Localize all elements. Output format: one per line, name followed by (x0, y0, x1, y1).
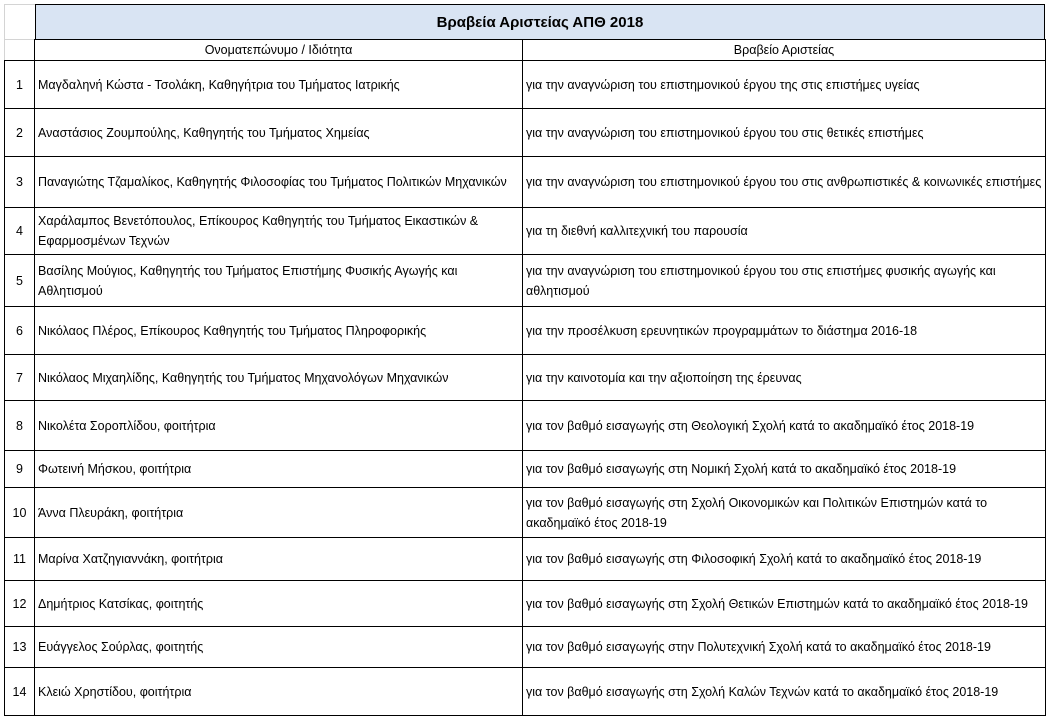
table-row (5, 208, 1046, 255)
header-award[interactable]: Βραβείο Αριστείας (523, 40, 1046, 61)
row-number-cell[interactable]: 12 (5, 581, 35, 627)
row-number-cell[interactable]: 14 (5, 668, 35, 716)
award-cell[interactable]: για τον βαθμό εισαγωγής στην Πολυτεχνική Σχολή κατά το ακαδημαϊκό έτος 2018-19 (523, 627, 1046, 668)
table-row (5, 109, 1046, 157)
award-cell[interactable]: για την αναγνώριση του επιστημονικού έργου του στις ανθρωπιστικές & κοινωνικές επιστήμες (523, 157, 1046, 208)
award-cell[interactable]: για την αναγνώριση του επιστημονικού έργου της στις επιστήμες υγείας (523, 61, 1046, 109)
award-cell[interactable]: για την καινοτομία και την αξιοποίηση της έρευνας (523, 355, 1046, 401)
row-number-cell[interactable]: 10 (5, 488, 35, 538)
sheet-title[interactable]: Βραβεία Αριστείας ΑΠΘ 2018 (35, 4, 1045, 39)
table-row (5, 668, 1046, 716)
title-row (4, 4, 1045, 39)
row-number-cell[interactable]: 3 (5, 157, 35, 208)
name-cell[interactable]: Άννα Πλευράκη, φοιτήτρια (35, 488, 523, 538)
table-row (5, 307, 1046, 355)
row-number-cell[interactable]: 8 (5, 401, 35, 451)
award-cell[interactable]: για τον βαθμό εισαγωγής στη Θεολογική Σχολή κατά το ακαδημαϊκό έτος 2018-19 (523, 401, 1046, 451)
row-number-cell[interactable]: 4 (5, 208, 35, 255)
corner-blank-cell[interactable] (4, 4, 35, 39)
name-cell[interactable]: Ευάγγελος Σούρλας, φοιτητής (35, 627, 523, 668)
award-cell[interactable]: για την αναγνώριση του επιστημονικού έργου του στις επιστήμες φυσικής αγωγής και αθλητισμού (523, 255, 1046, 307)
name-cell[interactable]: Μαρίνα Χατζηγιαννάκη, φοιτήτρια (35, 538, 523, 581)
award-cell[interactable]: για τον βαθμό εισαγωγής στη Σχολή Θετικών Επιστημών κατά το ακαδημαϊκό έτος 2018-19 (523, 581, 1046, 627)
table-row (5, 255, 1046, 307)
award-cell[interactable]: για τη διεθνή καλλιτεχνική του παρουσία (523, 208, 1046, 255)
table-row (5, 401, 1046, 451)
name-cell[interactable]: Αναστάσιος Ζουμπούλης, Καθηγητής του Τμήματος Χημείας (35, 109, 523, 157)
name-cell[interactable]: Κλειώ Χρηστίδου, φοιτήτρια (35, 668, 523, 716)
awards-table (4, 39, 1046, 716)
header-blank-cell[interactable] (5, 40, 35, 61)
table-row (5, 157, 1046, 208)
row-number-cell[interactable]: 5 (5, 255, 35, 307)
table-row (5, 627, 1046, 668)
table-row (5, 488, 1046, 538)
row-number-cell[interactable]: 13 (5, 627, 35, 668)
table-row (5, 451, 1046, 488)
row-number-cell[interactable]: 2 (5, 109, 35, 157)
table-row (5, 538, 1046, 581)
spreadsheet (4, 4, 1045, 716)
award-cell[interactable]: για τον βαθμό εισαγωγής στη Φιλοσοφική Σχολή κατά το ακαδημαϊκό έτος 2018-19 (523, 538, 1046, 581)
name-cell[interactable]: Φωτεινή Μήσκου, φοιτήτρια (35, 451, 523, 488)
table-row (5, 61, 1046, 109)
name-cell[interactable]: Νικόλαος Πλέρος, Επίκουρος Καθηγητής του Τμήματος Πληροφορικής (35, 307, 523, 355)
row-number-cell[interactable]: 1 (5, 61, 35, 109)
table-row (5, 355, 1046, 401)
name-cell[interactable]: Βασίλης Μούγιος, Καθηγητής του Τμήματος Επιστήμης Φυσικής Αγωγής και Αθλητισμού (35, 255, 523, 307)
award-cell[interactable]: για τον βαθμό εισαγωγής στη Σχολή Οικονομικών και Πολιτικών Επιστημών κατά το ακαδημαϊκό έτος 2018-19 (523, 488, 1046, 538)
row-number-cell[interactable]: 7 (5, 355, 35, 401)
name-cell[interactable]: Χαράλαμπος Βενετόπουλος, Επίκουρος Καθηγητής του Τμήματος Εικαστικών & Εφαρμοσμένων Τεχνών (35, 208, 523, 255)
row-number-cell[interactable]: 6 (5, 307, 35, 355)
row-number-cell[interactable]: 11 (5, 538, 35, 581)
header-row (5, 40, 1046, 61)
name-cell[interactable]: Μαγδαληνή Κώστα - Τσολάκη, Καθηγήτρια του Τμήματος Ιατρικής (35, 61, 523, 109)
award-cell[interactable]: για τον βαθμό εισαγωγής στη Σχολή Καλών Τεχνών κατά το ακαδημαϊκό έτος 2018-19 (523, 668, 1046, 716)
table-row (5, 581, 1046, 627)
header-name[interactable]: Ονοματεπώνυμο / Ιδιότητα (35, 40, 523, 61)
award-cell[interactable]: για την προσέλκυση ερευνητικών προγραμμάτων το διάστημα 2016-18 (523, 307, 1046, 355)
row-number-cell[interactable]: 9 (5, 451, 35, 488)
name-cell[interactable]: Δημήτριος Κατσίκας, φοιτητής (35, 581, 523, 627)
name-cell[interactable]: Παναγιώτης Τζαμαλίκος, Καθηγητής Φιλοσοφίας του Τμήματος Πολιτικών Μηχανικών (35, 157, 523, 208)
name-cell[interactable]: Νικόλαος Μιχαηλίδης, Καθηγητής του Τμήματος Μηχανολόγων Μηχανικών (35, 355, 523, 401)
award-cell[interactable]: για τον βαθμό εισαγωγής στη Νομική Σχολή κατά το ακαδημαϊκό έτος 2018-19 (523, 451, 1046, 488)
name-cell[interactable]: Νικολέτα Σοροπλίδου, φοιτήτρια (35, 401, 523, 451)
award-cell[interactable]: για την αναγνώριση του επιστημονικού έργου του στις θετικές επιστήμες (523, 109, 1046, 157)
